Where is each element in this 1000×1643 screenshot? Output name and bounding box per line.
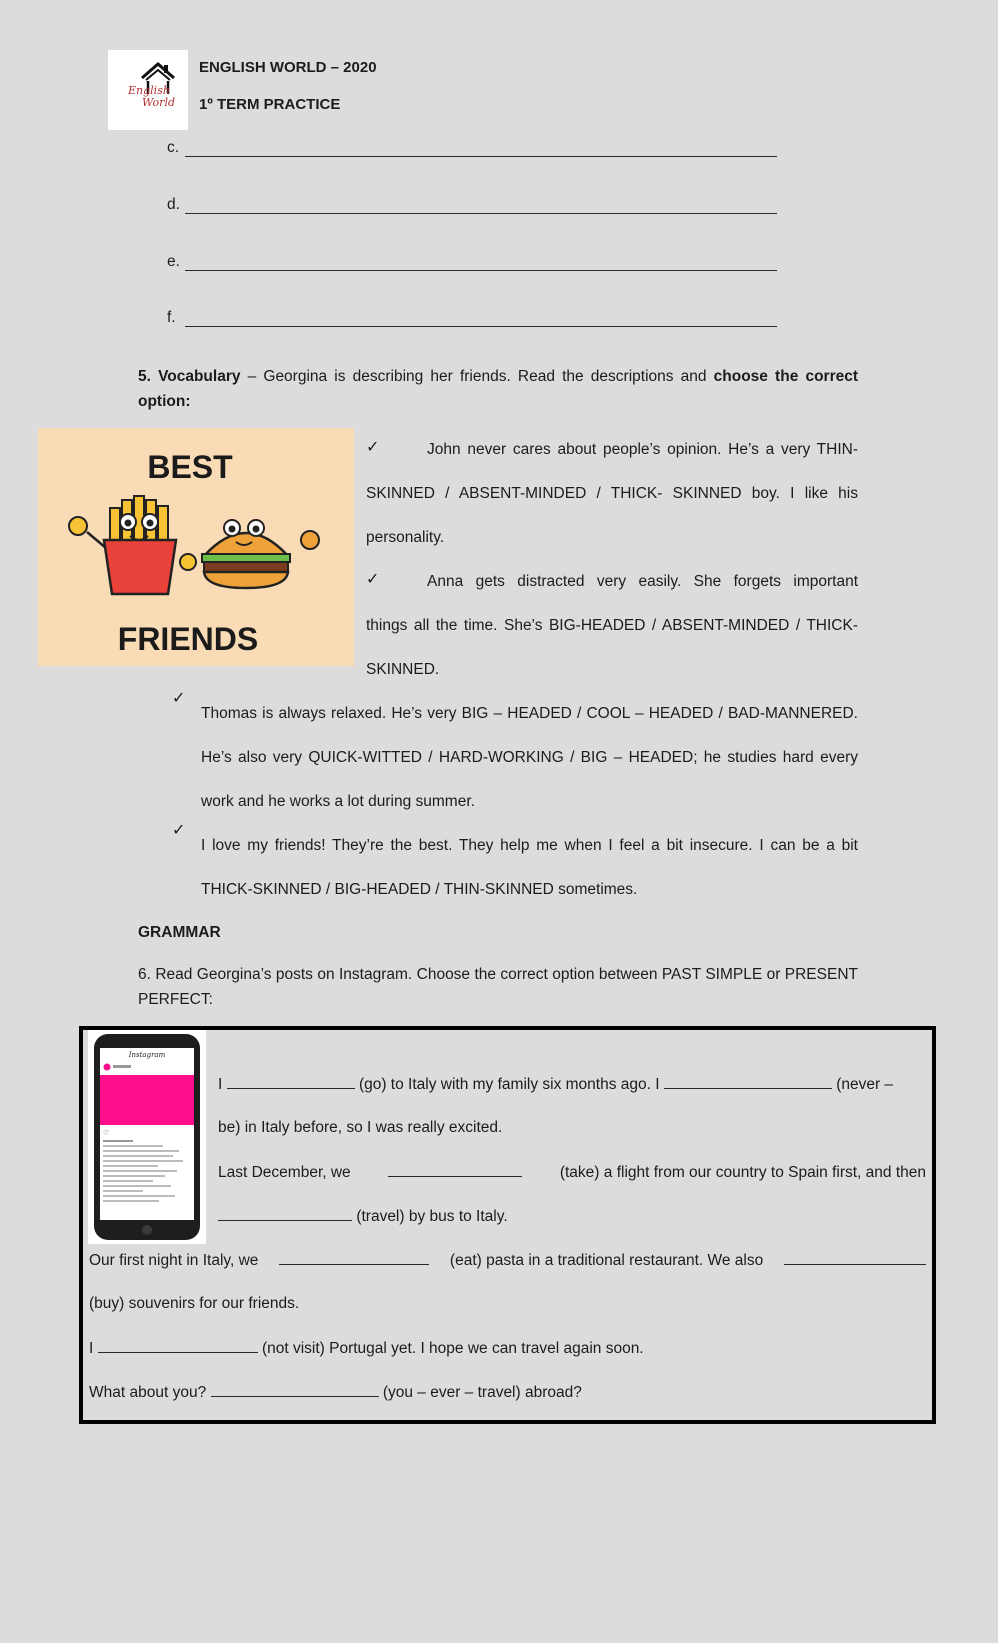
friends-word: FRIENDS (117, 621, 259, 657)
check-mark-icon: ✓ (172, 690, 186, 707)
answer-letter: c. (167, 139, 180, 156)
vocabulary-item-3: Thomas is always relaxed. He’s very BIG – HEADED / COOL – HEADED / BAD-MANNERED. He’s also very QUICK-WITTED / HARD-WORKING / BIG – HEADED; he studies hard every work and he works a lot during summer. (201, 705, 858, 810)
grammar-sentence-4: I (not visit) Portugal yet. I hope we can travel again soon. (89, 1337, 644, 1360)
answer-letter: e. (167, 253, 180, 270)
answer-blank[interactable] (98, 1337, 258, 1353)
vocabulary-item-2: ✓ Anna gets distracted very easily. She forgets important things all the time. She’s BIG-HEADED / ABSENT-MINDED / THICK- SKINNED. (366, 560, 858, 692)
answer-blank[interactable] (211, 1381, 379, 1397)
instagram-phone-image (88, 1030, 206, 1244)
logo-word-1: English (128, 84, 170, 97)
answer-line-f[interactable] (167, 309, 777, 331)
grammar-sentence-2: Last December, we (take) a flight from our country to Spain first, and then (218, 1161, 926, 1184)
best-word: BEST (147, 449, 233, 485)
answer-letter: f. (167, 309, 176, 326)
instagram-wordmark: Instagram (128, 1051, 166, 1059)
phone-screen (100, 1048, 194, 1220)
grammar-sentence-2-cont: (travel) by bus to Italy. (218, 1205, 508, 1228)
check-mark-icon: ✓ (172, 822, 186, 839)
post-image (100, 1075, 194, 1125)
answer-blank[interactable] (388, 1161, 522, 1177)
best-friends-illustration (38, 428, 354, 666)
check-mark-icon: ✓ (366, 571, 380, 588)
answer-line-c[interactable] (167, 139, 777, 161)
answer-blank[interactable] (279, 1249, 429, 1265)
burger-icon (180, 520, 319, 588)
home-button (142, 1225, 152, 1235)
worksheet-title: ENGLISH WORLD – 2020 (199, 59, 377, 76)
vocabulary-instruction: 5. Vocabulary – Georgina is describing her friends. Read the descriptions and choose the correct option: (138, 368, 859, 410)
answer-letter: d. (167, 196, 180, 213)
logo-word-2: World (142, 96, 175, 109)
vocabulary-item-4: I love my friends! They’re the best. They help me when I feel a bit insecure. I can be a bit THICK-SKINNED / BIG-HEADED / THIN-SKINNED sometimes. (201, 837, 858, 898)
fries-icon (69, 496, 176, 594)
vocabulary-item-1: ✓ John never cares about people’s opinion. He’s a very THIN- SKINNED / ABSENT-MINDED / THICK- SKINNED boy. I like his personality. (366, 428, 858, 560)
grammar-sentence-1: I (go) to Italy with my family six months ago. I (never – (218, 1073, 893, 1096)
answer-line-e[interactable] (167, 253, 777, 275)
english-world-logo (108, 50, 188, 130)
grammar-sentence-3: Our first night in Italy, we (eat) pasta in a traditional restaurant. We also (89, 1249, 926, 1272)
answer-blank[interactable] (784, 1249, 926, 1265)
answer-blank[interactable] (227, 1073, 355, 1089)
check-mark-icon: ✓ (366, 439, 380, 456)
heart-icon: ♡ (103, 1130, 110, 1137)
grammar-sentence-1-cont: be) in Italy before, so I was really excited. (218, 1119, 503, 1136)
grammar-sentence-3-cont: (buy) souvenirs for our friends. (89, 1295, 300, 1312)
grammar-sentence-5: What about you? (you – ever – travel) abroad? (89, 1381, 582, 1404)
term-subtitle: 1º TERM PRACTICE (199, 96, 341, 113)
grammar-instruction: 6. Read Georgina’s posts on Instagram. Choose the correct option between PAST SIMPLE or PRESENT PERFECT: (138, 966, 858, 1008)
answer-blank[interactable] (664, 1073, 832, 1089)
answer-blank[interactable] (218, 1205, 352, 1221)
grammar-heading: GRAMMAR (138, 924, 221, 941)
answer-line-d[interactable] (167, 196, 777, 218)
